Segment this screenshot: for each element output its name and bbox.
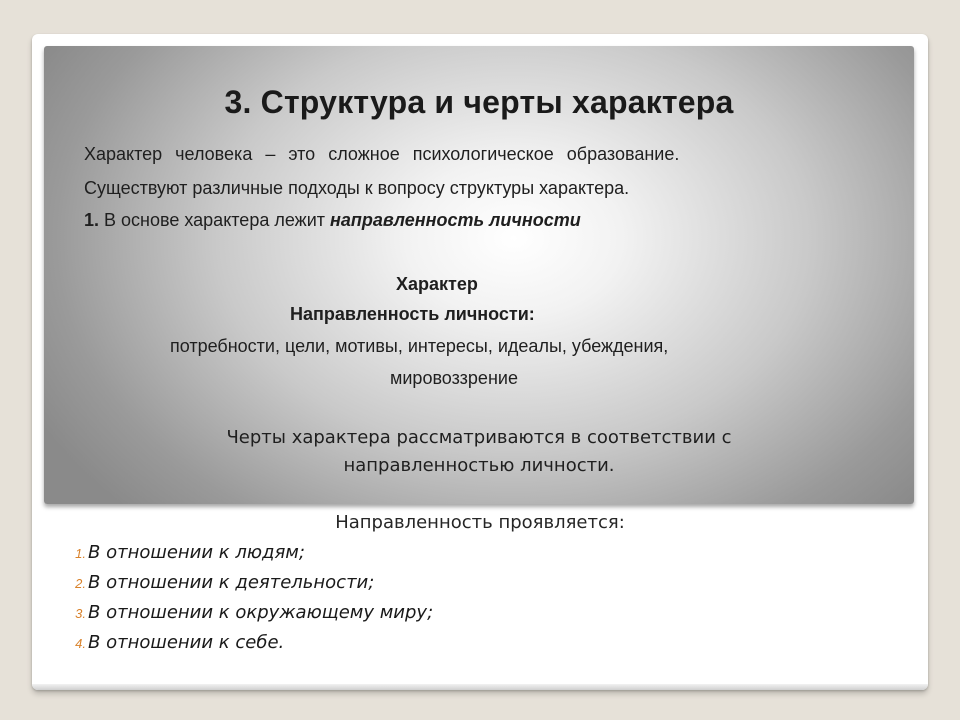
intro-line-1: Характер человека – это сложное психологическое образование. [84,144,680,164]
list-item [64,568,433,598]
list-item-number: 1. [75,546,86,561]
summary-line-2: направленностью личности. [343,455,615,476]
slide-card [32,34,928,690]
center-items-line-1: потребности, цели, мотивы, интересы, идеалы, убеждения, [170,336,669,356]
point-1-text: В основе характера лежит [99,210,330,230]
center-items-line-2: мировоззрение [390,368,518,388]
list-item [64,628,433,658]
point-1-number: 1. [84,210,100,230]
list-item-number: 3. [75,606,86,621]
list-item-text: В отношении к людям; [88,542,305,563]
slide-title: 3. Структура и черты характера [224,84,734,120]
direction-list [64,538,433,658]
list-item [64,538,433,568]
content-panel [44,46,914,504]
list-item-text: В отношении к себе. [88,632,285,653]
list-item-text: В отношении к деятельности; [88,572,375,593]
bottom-rule [32,684,928,690]
summary [44,424,914,480]
list-item-text: В отношении к окружающему миру; [88,602,434,623]
center-subheading: Направленность личности: [290,304,535,324]
list-item-number: 4. [75,636,86,651]
list-lead: Направленность проявляется: [335,512,625,533]
point-1 [84,210,581,231]
summary-line-1: Черты характера рассматриваются в соответствии с [226,427,732,448]
intro-line-2: Существуют различные подходы к вопросу структуры характера. [84,178,630,198]
center-heading: Характер [396,274,478,294]
point-1-emphasis: направленность личности [330,210,581,230]
list-item [64,598,433,628]
list-item-number: 2. [75,576,86,591]
